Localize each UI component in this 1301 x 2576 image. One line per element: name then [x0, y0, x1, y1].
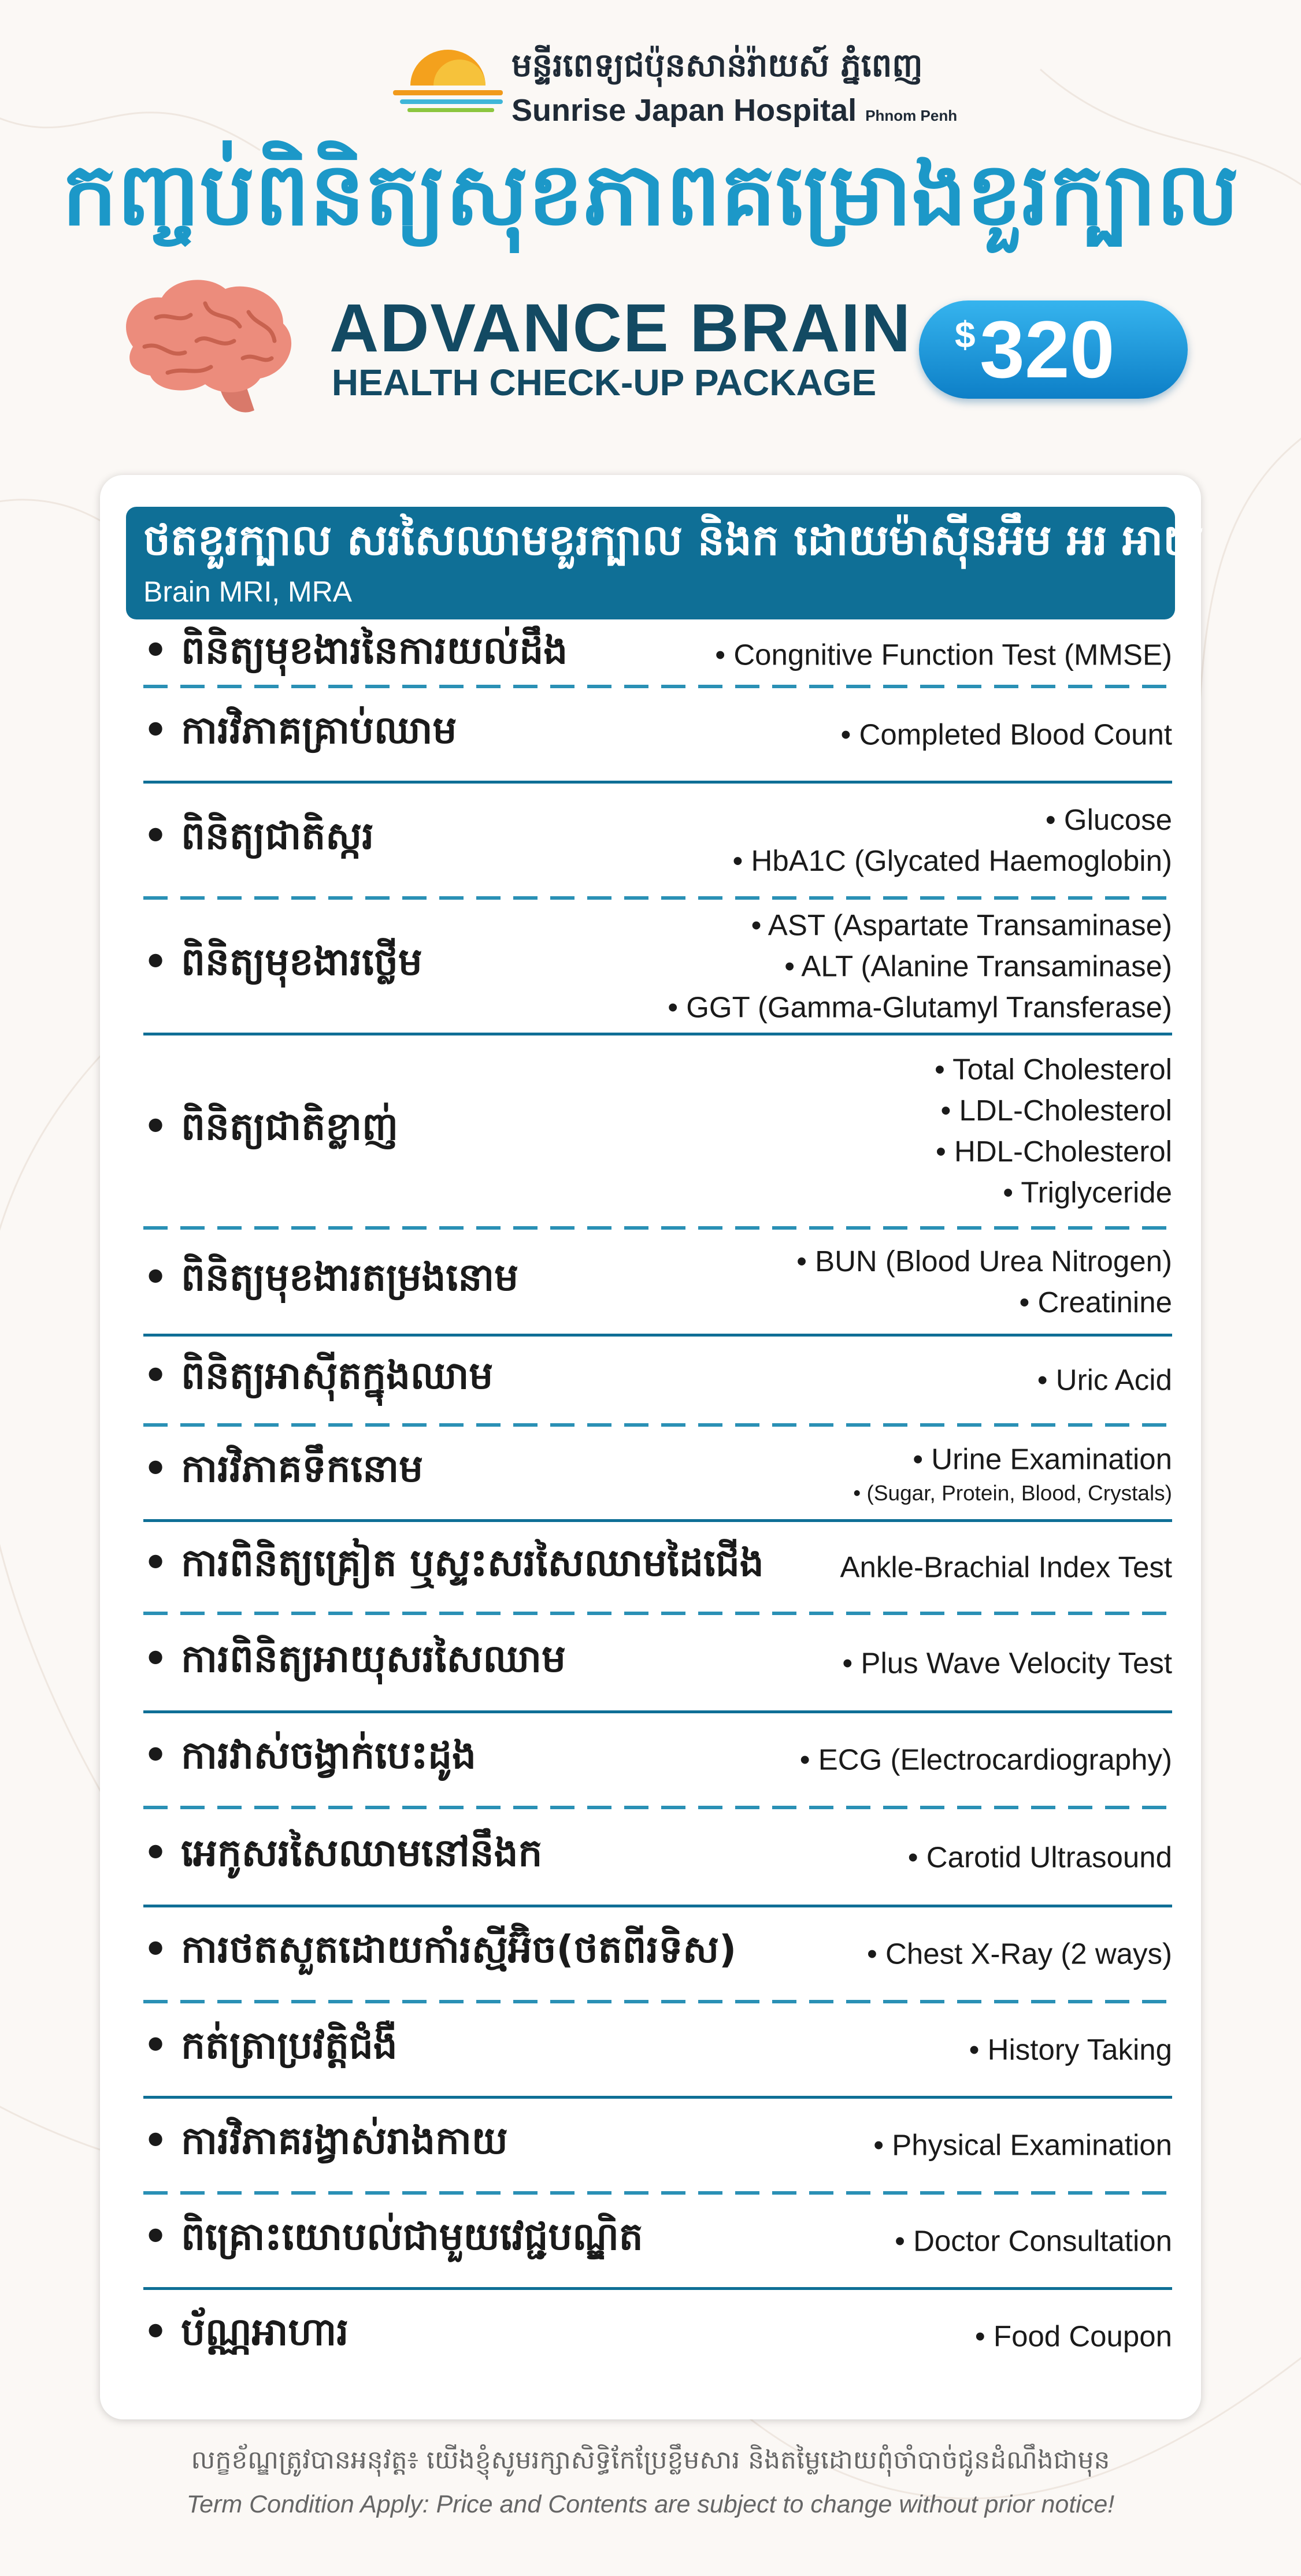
test-item-english-line: • Urine Examination	[913, 1442, 1172, 1476]
logo-city: Phnom Penh	[865, 107, 958, 124]
test-item-khmer: • ពិនិត្យអាស៊ីតក្នុងឈាម	[143, 1353, 494, 1398]
test-item-english-line: • HDL-Cholesterol	[936, 1135, 1172, 1168]
test-item-english-line: • Doctor Consultation	[895, 2224, 1172, 2258]
test-item-english	[840, 1546, 1172, 1587]
page-title-khmer: កញ្ចប់ពិនិត្យសុខភាពគម្រោងខួរក្បាល	[62, 144, 1239, 245]
test-item-english	[800, 1739, 1172, 1780]
test-item-english-line: • Physical Examination	[873, 2128, 1172, 2162]
price-amount: 320	[980, 304, 1115, 395]
test-item	[143, 2290, 1172, 2382]
test-item-khmer: • ការវិភាគរង្វាស់រាងកាយ	[143, 2118, 508, 2163]
package-title: ADVANCE BRAIN	[329, 290, 912, 366]
test-item-english	[1037, 1360, 1172, 1401]
test-item	[143, 1907, 1172, 2000]
footer-terms-khmer: លក្ខខ័ណ្ឌត្រូវបានអនុវត្ត៖ យើងខ្ញុំសូមរក្សាសិទ្ធិកែប្រែខ្លឹមសារ និងតម្លៃដោយពុំចាំបាច់ជូនដំណឹងជាមុន	[191, 2445, 1110, 2475]
test-item-english	[842, 1642, 1172, 1683]
test-item-khmer: • ការវិភាគទឹកនោម	[143, 1446, 424, 1491]
test-item	[143, 688, 1172, 781]
test-item	[143, 1713, 1172, 1806]
test-item-english	[969, 2029, 1172, 2070]
test-item	[143, 1427, 1172, 1519]
logo-khmer-name: មន្ទីរពេទ្យជប៉ុនសាន់រ៉ាយស៍ ភ្នំពេញ	[511, 47, 923, 84]
test-item	[143, 624, 1172, 685]
test-item-khmer: • អេកូសរសៃឈាមនៅនឹងក	[143, 1830, 543, 1875]
test-item-khmer: • ពិនិត្យមុខងារថ្លើម	[143, 940, 422, 984]
test-item-english	[732, 799, 1172, 881]
package-card	[100, 475, 1204, 2419]
test-item	[143, 1615, 1172, 1710]
logo-english-text: Sunrise Japan Hospital	[511, 93, 857, 128]
test-item	[143, 1337, 1172, 1423]
test-item-english	[796, 1241, 1172, 1323]
test-item-khmer: • កត់ត្រាប្រវត្តិជំងឺ	[143, 2023, 398, 2068]
test-item-khmer: • ពិនិត្យមុខងារនៃការយល់ដឹង	[143, 628, 568, 673]
test-item-khmer: • ពិនិត្យជាតិខ្លាញ់	[143, 1104, 398, 1149]
test-item-english-line: • Triglyceride	[1003, 1176, 1172, 1209]
test-item-english-line: • Plus Wave Velocity Test	[842, 1646, 1172, 1679]
test-item-khmer: • ពិគ្រោះយោបល់ជាមួយវេជ្ជបណ្ឌិត	[143, 2214, 643, 2259]
test-item-khmer: • ការវាស់ចង្វាក់បេះដូង	[143, 1733, 476, 1777]
test-item-english	[873, 2125, 1172, 2166]
sunrise-logo-icon	[393, 40, 503, 121]
test-item-english-line: • History Taking	[969, 2033, 1172, 2066]
test-item-khmer: • ប័ណ្ណអាហារ	[143, 2310, 349, 2354]
package-subtitle: HEALTH CHECK-UP PACKAGE	[331, 362, 877, 403]
test-item	[143, 900, 1172, 1033]
test-item-khmer: • ការវិភាគគ្រាប់ឈាម	[143, 708, 457, 752]
test-item-english-note: • (Sugar, Protein, Blood, Crystals)	[853, 1481, 1172, 1505]
test-item-english	[908, 1836, 1172, 1877]
test-item	[143, 2099, 1172, 2191]
test-item-english	[840, 714, 1172, 755]
test-item-english	[975, 2316, 1172, 2357]
test-item	[143, 2003, 1172, 2096]
brain-icon	[110, 272, 301, 422]
test-item	[143, 784, 1172, 896]
test-item-english-line: • Uric Acid	[1037, 1363, 1172, 1397]
test-item-english-line: • ECG (Electrocardiography)	[799, 1743, 1172, 1776]
test-item-khmer: • ការពិនិត្យគ្រៀត ឬស្ទះសរសៃឈាមដៃជើង	[143, 1540, 764, 1585]
test-item-english-line: • Completed Blood Count	[840, 718, 1172, 751]
test-item-english	[895, 2221, 1172, 2262]
test-item-english-line: • Creatinine	[1019, 1286, 1172, 1319]
test-item-khmer: • ពិនិត្យជាតិស្ករ	[143, 813, 375, 858]
header	[0, 0, 1301, 150]
price-badge	[919, 300, 1188, 399]
test-list	[143, 624, 1172, 2382]
test-item-english-line: • Glucose	[1045, 803, 1172, 836]
test-item-english-line: • ALT (Alanine Transaminase)	[784, 949, 1172, 983]
test-item-english-line: • Chest X-Ray (2 ways)	[867, 1937, 1172, 1970]
banner-english: Brain MRI, MRA	[143, 576, 353, 608]
test-item-english	[935, 1049, 1172, 1213]
test-item-english-line: • BUN (Blood Urea Nitrogen)	[796, 1245, 1172, 1278]
test-item-english	[668, 905, 1172, 1028]
price-currency: $	[955, 314, 976, 355]
brain-mri-banner	[126, 507, 1204, 619]
test-item-english-line: Ankle-Brachial Index Test	[840, 1550, 1172, 1583]
logo-english-name	[511, 92, 957, 128]
test-item	[143, 2195, 1172, 2287]
test-item-english	[715, 634, 1172, 675]
test-item-english-line: • LDL-Cholesterol	[940, 1094, 1172, 1127]
test-item-english-line: • AST (Aspartate Transaminase)	[751, 908, 1172, 942]
test-item-english-line: • GGT (Gamma-Glutamyl Transferase)	[668, 990, 1172, 1024]
test-item-english	[867, 1933, 1172, 1974]
test-item-khmer: • ការពិនិត្យអាយុសរសៃឈាម	[143, 1636, 566, 1681]
test-item	[143, 1035, 1172, 1226]
test-item-khmer: • ពិនិត្យមុខងារតម្រងនោម	[143, 1255, 519, 1300]
test-item-english-line: • HbA1C (Glycated Haemoglobin)	[732, 844, 1172, 877]
test-item-english-line: • Food Coupon	[974, 2319, 1172, 2353]
test-item	[143, 1522, 1172, 1612]
hospital-logo	[393, 35, 971, 139]
test-item-english-line: • Total Cholesterol	[935, 1053, 1172, 1086]
test-item	[143, 1230, 1172, 1334]
test-item-english-line: • Carotid Ultrasound	[907, 1840, 1172, 1873]
test-item-english-line: • Congnitive Function Test (MMSE)	[715, 638, 1172, 671]
test-item-english	[853, 1439, 1172, 1508]
test-item-khmer: • ការថតសួតដោយកាំរស្មីអ៊ិច(ថតពីរទិស)	[143, 1927, 737, 1972]
test-item	[143, 1809, 1172, 1905]
footer-terms-english: Term Condition Apply: Price and Contents are subject to change without prior notice!	[186, 2490, 1115, 2518]
banner-khmer: ថតខួរក្បាល សរសៃឈាមខួរក្បាល និងក ដោយម៉ាស៊ីនអឹម អរ អាយ	[143, 515, 1204, 565]
